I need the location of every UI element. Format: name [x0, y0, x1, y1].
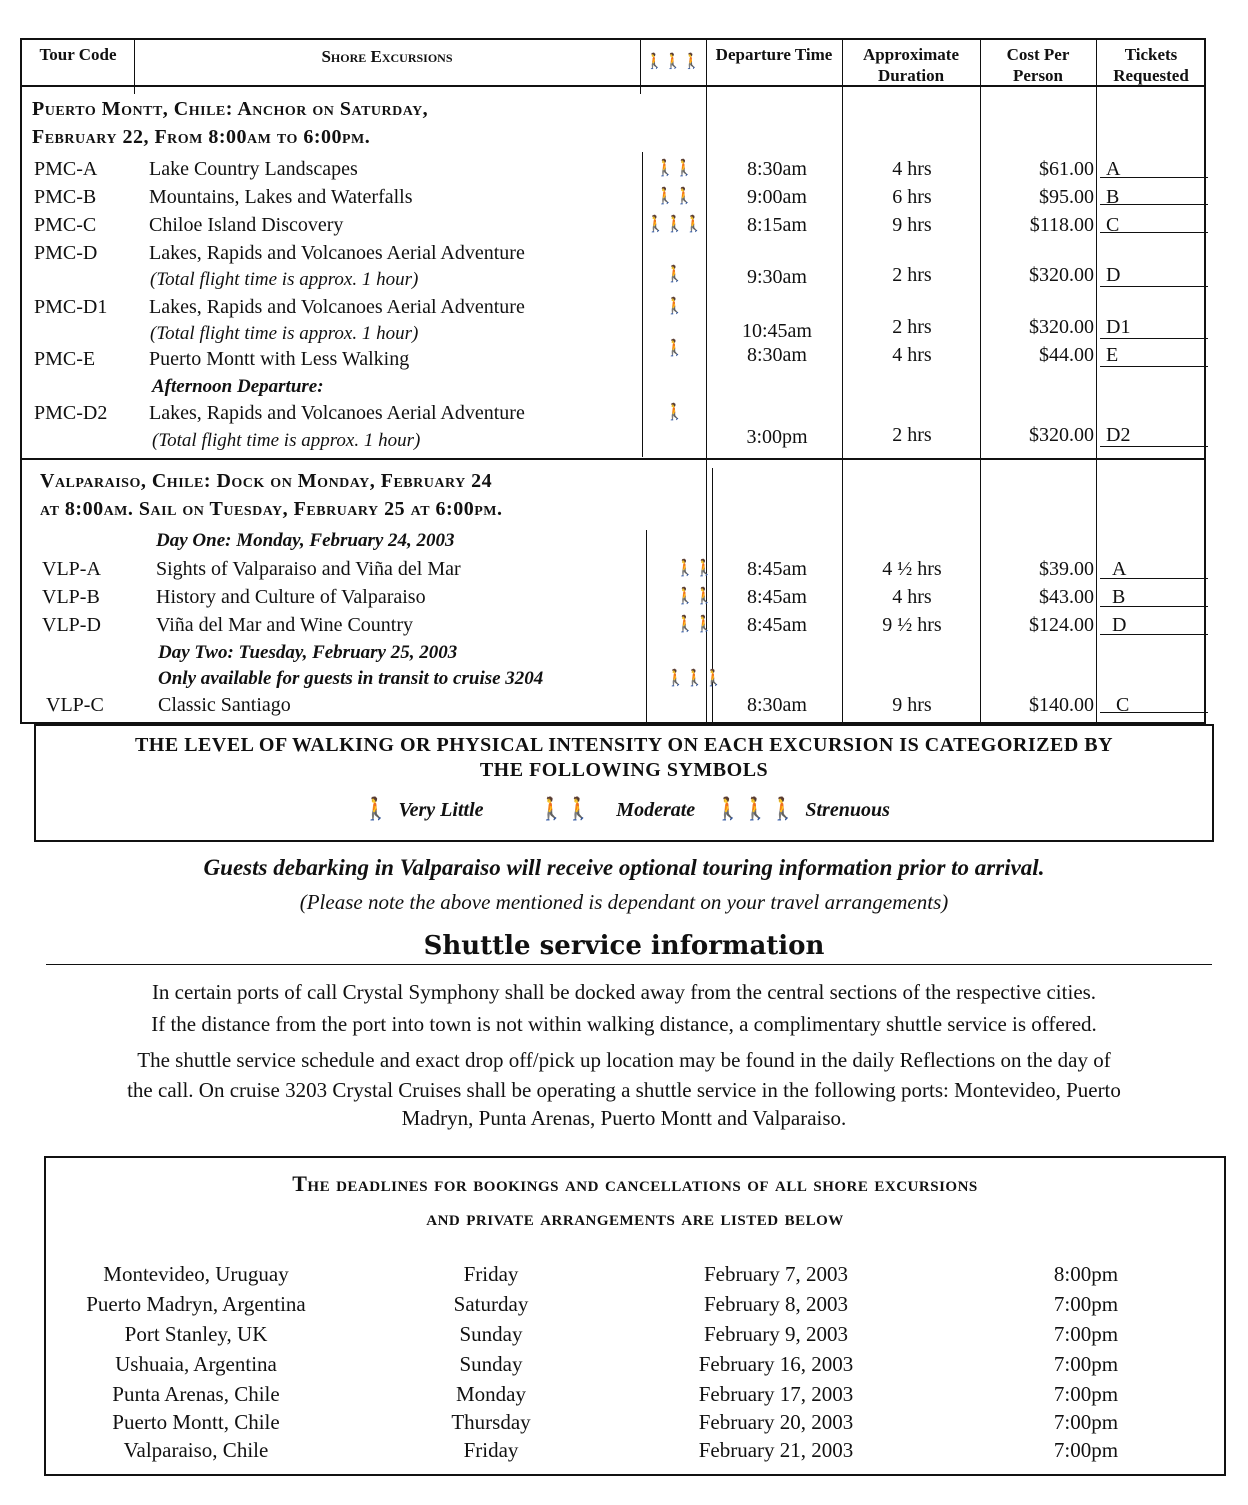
legend-title-line2: THE FOLLOWING SYMBOLS [479, 759, 769, 781]
afternoon-label: Afternoon Departure: [152, 376, 324, 397]
excursion-name: Lakes, Rapids and Volcanoes Aerial Adventure [149, 402, 525, 424]
excursion-name: Lake Country Landscapes [149, 158, 358, 180]
ticket-box[interactable]: A [1106, 158, 1121, 180]
deadline-day: Saturday [453, 1292, 529, 1316]
deadline-row [46, 1352, 1224, 1382]
excursion-name: Chiloe Island Discovery [149, 214, 344, 236]
tour-code: VLP-A [42, 558, 101, 580]
header-tickets: Tickets Requested [1113, 45, 1189, 85]
port-heading-valparaiso: Valparaiso, Chile: Dock on Monday, February 24 [40, 470, 493, 492]
cost: $39.00 [1039, 558, 1094, 580]
deadline-port: Puerto Madryn, Argentina [86, 1292, 306, 1316]
ticket-box[interactable]: B [1112, 586, 1126, 608]
excursion-name: History and Culture of Valparaiso [156, 586, 426, 608]
deadline-port: Ushuaia, Argentina [115, 1352, 277, 1376]
deadline-day: Monday [456, 1382, 526, 1406]
duration: 2 hrs [892, 316, 932, 338]
ticket-box[interactable]: A [1112, 558, 1127, 580]
header-tour-code: Tour Code [39, 45, 117, 64]
day-one-label: Day One: Monday, February 24, 2003 [156, 530, 455, 551]
ticket-box[interactable]: C [1116, 694, 1130, 716]
intensity-icon: 🚶🚶 [675, 560, 713, 577]
ticket-line [1100, 366, 1208, 367]
deadline-date: February 21, 2003 [698, 1438, 854, 1462]
table-row [22, 558, 1204, 584]
table-row-values [22, 264, 1204, 290]
ticket-line [1100, 446, 1208, 447]
deadline-date: February 20, 2003 [698, 1410, 854, 1434]
ticket-line [1100, 232, 1208, 233]
deadlines-title-line2: and private arrangements are listed below [426, 1205, 844, 1230]
shuttle-para1-line2: If the distance from the port into town is not within walking distance, a complimentary shuttle service is offered. [151, 1012, 1097, 1036]
shuttle-para2-line3: Madryn, Punta Arenas, Puerto Montt and Valparaiso. [401, 1106, 847, 1130]
tour-code: PMC-A [34, 158, 98, 180]
deadline-day: Sunday [459, 1352, 523, 1376]
port-heading-valparaiso-dates: at 8:00am. Sail on Tuesday, February 25 at 6:00pm. [40, 498, 503, 520]
walker-icon: 🚶 [362, 796, 390, 821]
duration: 4 hrs [892, 586, 932, 608]
duration: 9 ½ hrs [882, 614, 942, 636]
ticket-box[interactable]: D1 [1106, 316, 1131, 338]
intensity-icon: 🚶🚶 [655, 188, 693, 205]
deadline-time: 7:00pm [1053, 1292, 1119, 1316]
header-shore-excursions: Shore Excursions [321, 47, 453, 66]
section-rule [22, 458, 1204, 460]
table-row [22, 158, 1204, 184]
departure-time: 8:45am [747, 586, 807, 608]
port-heading-puerto-montt: Puerto Montt, Chile: Anchor on Saturday, [32, 98, 429, 120]
ticket-line [1100, 578, 1208, 579]
header-duration: Approximate Duration [862, 45, 959, 85]
excursion-name: Sights of Valparaiso and Viña del Mar [156, 558, 461, 580]
deadline-day: Friday [463, 1262, 519, 1286]
intensity-icon: 🚶🚶🚶 [665, 670, 723, 687]
tour-code: PMC-D [34, 242, 98, 264]
tour-code: PMC-C [34, 214, 97, 236]
excursion-name: Lakes, Rapids and Volcanoes Aerial Adventure [149, 296, 525, 318]
travel-note: (Please note the above mentioned is dependant on your travel arrangements) [299, 890, 949, 914]
departure-time: 8:30am [747, 344, 807, 366]
cost: $61.00 [1039, 158, 1094, 180]
deadline-date: February 8, 2003 [703, 1292, 849, 1316]
duration: 4 hrs [892, 158, 932, 180]
intensity-legend [34, 724, 1214, 842]
table-row-icon [22, 668, 1204, 694]
shuttle-para1-line1: In certain ports of call Crystal Symphony shall be docked away from the central sections of the respective cities. [151, 980, 1097, 1004]
tour-code: VLP-D [42, 614, 101, 636]
deadline-time: 7:00pm [1053, 1322, 1119, 1346]
legend-title: THE LEVEL OF WALKING OR PHYSICAL INTENSITY ON EACH EXCURSION IS CATEGORIZED BY [134, 734, 1114, 756]
duration: 4 ½ hrs [882, 558, 942, 580]
shuttle-title: Shuttle service information [423, 931, 825, 961]
departure-time: 8:30am [747, 694, 807, 716]
excursion-name: Viña del Mar and Wine Country [156, 614, 414, 636]
table-row [22, 614, 1204, 640]
two-walkers-icon: 🚶🚶 [537, 796, 593, 821]
deadline-date: February 16, 2003 [698, 1352, 854, 1376]
ticket-line [1100, 338, 1208, 339]
intensity-icon: 🚶🚶🚶 [645, 216, 703, 233]
legend-strenuous: Strenuous [805, 799, 890, 821]
duration: 4 hrs [892, 344, 932, 366]
deadlines-title: The deadlines for bookings and cancellations of all shore excursions [292, 1171, 978, 1196]
legend-keys [36, 796, 1212, 822]
ticket-line [1100, 286, 1208, 287]
intensity-icon: 🚶🚶 [675, 616, 713, 633]
duration: 9 hrs [892, 694, 932, 716]
tour-code: PMC-D1 [34, 296, 108, 318]
table-row-values [22, 316, 1204, 342]
intensity-icon: 🚶 [664, 298, 684, 315]
deadline-date: February 7, 2003 [703, 1262, 849, 1286]
excursion-name: Puerto Montt with Less Walking [149, 348, 410, 370]
day-two-label: Day Two: Tuesday, February 25, 2003 [158, 642, 458, 663]
intensity-icon: 🚶 [664, 266, 684, 283]
departure-time: 8:45am [747, 614, 807, 636]
debark-notice: Guests debarking in Valparaiso will receive optional touring information prior to arrival. [203, 855, 1045, 880]
deadline-port: Puerto Montt, Chile [112, 1410, 280, 1434]
deadline-time: 7:00pm [1053, 1438, 1119, 1462]
intensity-icon: 🚶 [664, 404, 684, 421]
departure-time: 9:30am [747, 266, 807, 288]
deadline-date: February 9, 2003 [703, 1322, 849, 1346]
intensity-icon: 🚶🚶🚶 [644, 54, 702, 70]
cost: $140.00 [1029, 694, 1094, 716]
intensity-icon: 🚶🚶 [675, 588, 713, 605]
ticket-box[interactable]: E [1106, 344, 1119, 366]
ticket-box[interactable]: D2 [1106, 424, 1131, 446]
ticket-line [1100, 606, 1208, 607]
table-row [22, 214, 1204, 240]
ticket-box[interactable]: B [1106, 186, 1120, 208]
deadline-port: Punta Arenas, Chile [112, 1382, 280, 1406]
excursion-name: Mountains, Lakes and Waterfalls [149, 186, 413, 208]
deadline-row [46, 1382, 1224, 1412]
flight-note: (Total flight time is approx. 1 hour) [150, 269, 419, 290]
port-heading-puerto-montt-dates: February 22, From 8:00am to 6:00pm. [32, 126, 371, 148]
ticket-line [1100, 712, 1208, 713]
ticket-box[interactable]: D [1112, 614, 1127, 636]
departure-time: 8:15am [747, 214, 807, 236]
table-row [22, 694, 1204, 720]
ticket-box[interactable]: C [1106, 214, 1120, 236]
table-row [22, 340, 1204, 374]
shuttle-para2-line1: The shuttle service schedule and exact drop off/pick up location may be found in the daily Reflections on the day of [137, 1048, 1111, 1072]
shuttle-rule [46, 964, 1212, 965]
table-row [22, 186, 1204, 212]
deadline-time: 7:00pm [1053, 1382, 1119, 1406]
departure-time: 9:00am [747, 186, 807, 208]
departure-time: 8:45am [747, 558, 807, 580]
cost: $118.00 [1029, 214, 1094, 236]
header-cost: Cost Per Person [1006, 45, 1070, 85]
table-row [22, 586, 1204, 612]
deadline-port: Valparaiso, Chile [123, 1438, 269, 1462]
duration: 2 hrs [892, 264, 932, 286]
shuttle-para2-line2: the call. On cruise 3203 Crystal Cruises shall be operating a shuttle service in the following ports: Montevideo, Puerto [127, 1078, 1121, 1102]
excursions-table [20, 38, 1206, 724]
flight-note: (Total flight time is approx. 1 hour) [152, 430, 421, 451]
deadline-port: Port Stanley, UK [124, 1322, 268, 1346]
ticket-line [1100, 204, 1208, 205]
deadline-row [46, 1438, 1224, 1468]
legend-moderate: Moderate [616, 799, 696, 821]
header-departure-time: Departure Time [715, 45, 833, 64]
cost: $43.00 [1039, 586, 1094, 608]
duration: 9 hrs [892, 214, 932, 236]
deadline-day: Sunday [459, 1322, 523, 1346]
departure-time: 3:00pm [746, 426, 808, 448]
tour-code: PMC-E [34, 348, 96, 370]
cost: $320.00 [1029, 264, 1094, 286]
cost: $320.00 [1029, 424, 1094, 446]
deadline-date: February 17, 2003 [698, 1382, 854, 1406]
cost: $124.00 [1029, 614, 1094, 636]
duration: 6 hrs [892, 186, 932, 208]
tour-code: PMC-D2 [34, 402, 108, 424]
cost: $95.00 [1039, 186, 1094, 208]
tour-code: VLP-C [46, 694, 104, 716]
legend-very-little: Very Little [398, 799, 484, 821]
cost: $320.00 [1029, 316, 1094, 338]
cost: $44.00 [1039, 344, 1094, 366]
deadline-time: 7:00pm [1053, 1352, 1119, 1376]
intensity-icon: 🚶 [664, 340, 684, 357]
duration: 2 hrs [892, 424, 932, 446]
deadline-row [46, 1292, 1224, 1322]
ticket-line [1100, 634, 1208, 635]
flight-note: (Total flight time is approx. 1 hour) [150, 323, 419, 344]
excursion-name: Lakes, Rapids and Volcanoes Aerial Adventure [149, 242, 525, 264]
table-row-values [22, 424, 1204, 450]
three-walkers-icon: 🚶🚶🚶 [714, 796, 797, 821]
transit-note: Only available for guests in transit to cruise 3204 [158, 668, 544, 689]
tour-code: VLP-B [42, 586, 100, 608]
excursion-name: Classic Santiago [158, 694, 291, 716]
ticket-box[interactable]: D [1106, 264, 1121, 286]
deadline-port: Montevideo, Uruguay [103, 1262, 289, 1286]
deadline-row [46, 1262, 1224, 1292]
deadline-time: 8:00pm [1053, 1262, 1119, 1286]
deadline-day: Thursday [451, 1410, 531, 1434]
deadline-row [46, 1410, 1224, 1440]
deadline-day: Friday [463, 1438, 519, 1462]
departure-time: 10:45am [742, 320, 812, 342]
deadline-row [46, 1322, 1224, 1352]
departure-time: 8:30am [747, 158, 807, 180]
deadlines-box [44, 1156, 1226, 1476]
ticket-line [1100, 177, 1208, 178]
deadline-time: 7:00pm [1053, 1410, 1119, 1434]
tour-code: PMC-B [34, 186, 97, 208]
intensity-icon: 🚶🚶 [655, 160, 693, 177]
